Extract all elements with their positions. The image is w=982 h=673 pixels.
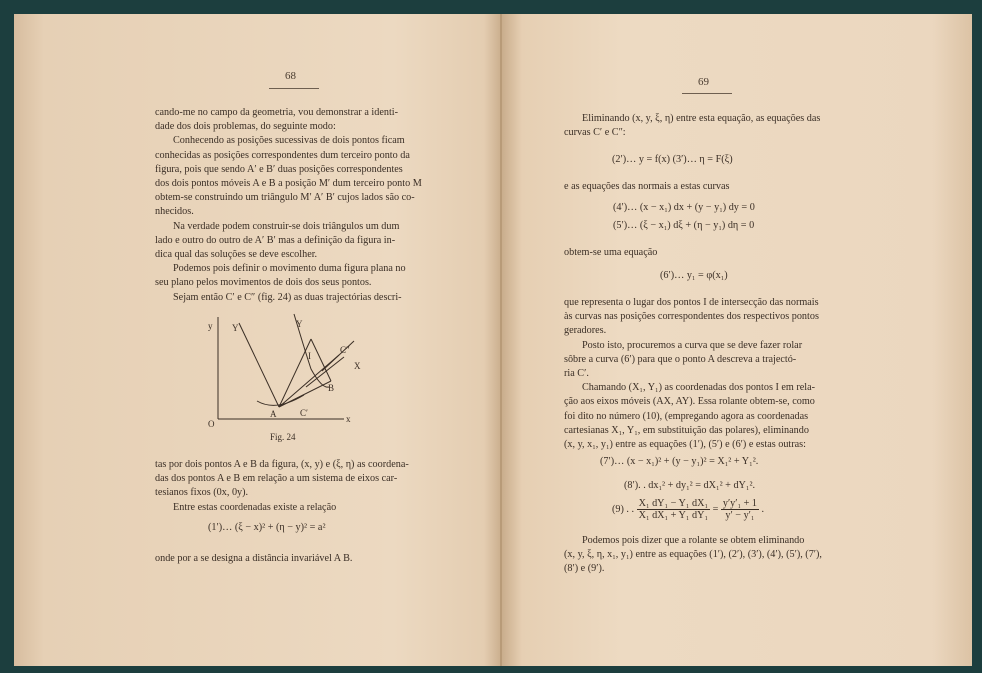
- text-line: Posto isto, procuremos a curva que se deve fazer rolar: [582, 339, 803, 351]
- text-line: conhecidas as posições correspondentes dum terceiro ponto da: [155, 149, 410, 161]
- text-line: às curvas nas posições correspondentes dos respectivos pontos: [564, 311, 819, 323]
- page-number-left: 68: [285, 70, 296, 82]
- figure-caption: Fig. 24: [270, 432, 296, 442]
- equation-9-label: (9) . .: [612, 503, 635, 515]
- equation-9-lhs-denominator: X₁ dX₁ + Y₁ dY₁: [638, 510, 709, 521]
- text-line: sôbre a curva (6′) para que o ponto A descreva a trajectó-: [564, 353, 797, 365]
- figure-24-diagram: [194, 309, 374, 429]
- page-number-rule: [682, 93, 732, 94]
- equation-9-equals: =: [712, 503, 719, 515]
- label-x: x: [346, 414, 351, 424]
- text-line: Conhecendo as posições sucessivas de dois pontos ficam: [173, 135, 405, 147]
- equation-1: (1′)… (ξ − x)² + (η − y)² = a²: [208, 522, 326, 533]
- text-line: foi dito no número (10), (empregando agora as coordenadas: [564, 410, 809, 422]
- right-page: [502, 14, 972, 666]
- text-line: que representa o lugar dos pontos I de intersecção das normais: [564, 297, 819, 308]
- text-line: tesianos fixos (0x, 0y).: [155, 487, 249, 499]
- label-A: A: [270, 409, 277, 419]
- text-line: Sejam então C′ e C″ (fig. 24) as duas trajectórias descri-: [173, 291, 402, 303]
- text-line: Chamando (X₁, Y₁) as coordenadas dos pontos I em rela-: [582, 382, 816, 394]
- text-normais: e as equações das normais a estas curvas: [564, 181, 730, 192]
- label-O: O: [208, 419, 215, 429]
- left-paragraph-1: [155, 106, 455, 305]
- page-number-right: 69: [698, 76, 709, 88]
- text-line: ria C′.: [564, 368, 589, 380]
- equation-5: (5′)… (ξ − x₁) dξ + (η − y₁) dη = 0: [613, 220, 755, 231]
- equation-9: [612, 498, 764, 521]
- text-line: dos dois pontos móveis A e B a posição M′ dum terceiro ponto M: [155, 178, 422, 190]
- left-page: [14, 14, 502, 666]
- equation-9-rhs: [721, 498, 759, 521]
- text-obtem: obtem-se uma equação: [564, 247, 658, 258]
- equation-8: (8′). . dx₁² + dy₁² = dX₁² + dY₁².: [624, 480, 756, 491]
- line-BX: [306, 357, 344, 387]
- text-line: tas por dois pontos A e B da figura, (x, y) e (ξ, η) as coordena-: [155, 459, 409, 470]
- left-paragraph-2: [155, 458, 455, 515]
- text-line: Entre estas coordenadas existe a relação: [173, 501, 337, 513]
- label-Y2: Y: [296, 319, 303, 329]
- equation-9-lhs: [637, 498, 710, 521]
- open-book: [14, 14, 972, 666]
- right-paragraph-4: [564, 534, 864, 577]
- equation-9-end: .: [761, 503, 765, 515]
- text-line: cando-me no campo da geometria, vou demonstrar a identi-: [155, 107, 398, 118]
- label-C2: C″: [340, 345, 350, 355]
- equation-9-rhs-numerator: y′y′₁ + 1: [722, 498, 757, 509]
- text-line: figura, pois que sendo A′ e B′ duas posições correspondentes: [155, 163, 403, 175]
- text-line: (8′) e (9′).: [564, 563, 605, 575]
- text-line: Eliminando (x, y, ξ, η) entre esta equação, as equações das: [582, 113, 821, 124]
- label-C1: C′: [300, 408, 308, 418]
- right-paragraph-3: [564, 296, 864, 452]
- text-line: cartesianas X₁, Y₁, em substituição das polares), eliminando: [564, 424, 809, 436]
- text-line: Podemos pois definir o movimento duma figura plana no: [173, 263, 406, 275]
- equation-7: (7′)… (x − x₁)² + (y − y₁)² = X₁² + Y₁².: [600, 456, 759, 467]
- equation-9-rhs-denominator: y′ − y′₁: [725, 510, 755, 521]
- text-line: lado e outro do outro de A′ B′ mas a definição da figura in-: [155, 234, 396, 246]
- text-line: (x, y, ξ, η, x₁, y₁) entre as equações (1′), (2′), (3′), (4′), (5′), (7′),: [564, 549, 822, 561]
- text-line: das dos pontos A e B em relação a um sistema de eixos car-: [155, 473, 398, 485]
- text-line: curvas C′ e C″:: [564, 127, 626, 139]
- label-B: B: [328, 383, 335, 393]
- label-y: y: [208, 321, 213, 331]
- equation-2-3: (2′)… y = f(x) (3′)… η = F(ξ): [612, 154, 733, 165]
- line-AY: [239, 323, 279, 407]
- text-line: nhecidos.: [155, 206, 194, 218]
- text-line: (x, y, x₁, y₁) entre as equações (1′), (5′) e (6′) e estas outras:: [564, 439, 806, 451]
- equation-6: (6′)… y₁ = φ(x₁): [660, 270, 728, 281]
- text-line: Podemos pois dizer que a rolante se obtem eliminando: [582, 535, 805, 546]
- right-intro: [564, 112, 864, 140]
- label-X: X: [354, 361, 361, 371]
- text-line: seu plano pelos movimentos de dois dos seus pontos.: [155, 277, 372, 289]
- equation-4: (4′)… (x − x₁) dx + (y − y₁) dy = 0: [613, 202, 755, 213]
- text-line: ção aos eixos móveis (AX, AY). Essa rolante obtem-se, como: [564, 396, 815, 408]
- text-line: Na verdade podem construir-se dois triângulos um dum: [173, 220, 400, 232]
- figure-24: [194, 309, 374, 429]
- text-line: dica qual das soluções se deve escolher.: [155, 249, 318, 261]
- page-number-rule: [269, 88, 319, 89]
- equation-9-lhs-numerator: X₁ dY₁ − Y₁ dX₁: [638, 498, 709, 509]
- text-line: dade dos dois problemas, do seguinte modo:: [155, 121, 336, 133]
- text-line: geradores.: [564, 325, 607, 337]
- normal-A: [279, 339, 311, 407]
- label-Y1: Y: [232, 323, 239, 333]
- label-I: I: [308, 351, 311, 361]
- text-line: obtem-se construindo um triângulo M′ A′ B′ cujos lados são co-: [155, 192, 415, 204]
- left-last-line: onde por a se designa a distância invariável A B.: [155, 553, 353, 564]
